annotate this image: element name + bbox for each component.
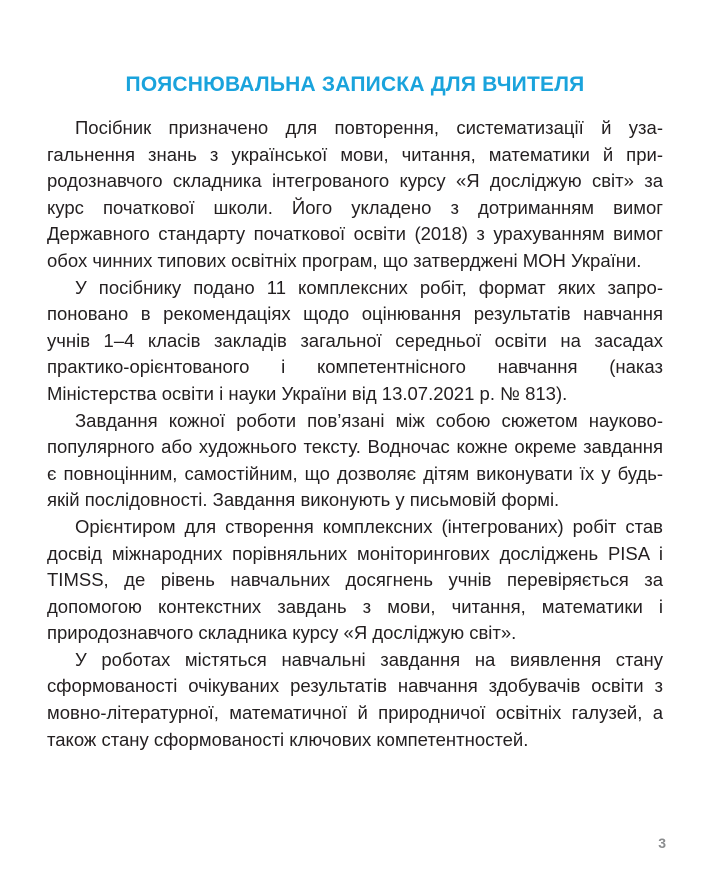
paragraph-contents: У посібнику подано 11 комплексних робіт, формат яких запропоновано в рекомендаціях щодо оцінювання результатів навчання учнів 1–4 класів закладів загальної середньої освіти на засадах практико-орієнтованого і компетентнісного навчання (наказ Міністерства освіти і науки України від 13.07.2021 р. № 813). bbox=[47, 276, 663, 404]
page-number: 3 bbox=[658, 835, 666, 851]
paragraph-purpose: Посібник призначено для повторення, систематизації й узагальнення знань з української мови, читання, математики й природознавчого складника інтегрованого курсу «Я досліджую світ» за курс початкової школи. Його укладено з дотриманням вимог Державного стандарту початкової освіти (2018) з урахуванням вимог обох чинних типових освітніх програм, що затверджені МОН України. bbox=[47, 117, 663, 271]
paragraph-benchmark: Орієнтиром для створення комплексних (інтегрованих) робіт став досвід міжнародних порівняльних моніторингових досліджень PISA і TIMSS, де рівень навчальних досягнень учнів перевіряється за допомогою контекстних завдань з мови, читання, математики і природознавчого складника курсу «Я досліджую світ». bbox=[47, 515, 663, 644]
body-text bbox=[47, 115, 663, 753]
page-title: ПОЯСНЮВАЛЬНА ЗАПИСКА ДЛЯ ВЧИТЕЛЯ bbox=[125, 73, 585, 96]
paragraph-assessment: У роботах містяться навчальні завдання на виявлення стану сформованості очікуваних результатів навчання здобувачів освіти з мовно-літературної, математичної й природничої освітніх галузей, а також стану сформованості ключових компетентностей. bbox=[47, 648, 663, 750]
paragraph-tasks: Завдання кожної роботи пов’язані між собою сюжетом науково-популярного або художнього тексту. Водночас кожне окреме завдання є повноцінним, самостійним, що дозволяє дітям виконувати їх у будь-якій послідовності. Завдання виконують у письмовій формі. bbox=[47, 409, 663, 511]
